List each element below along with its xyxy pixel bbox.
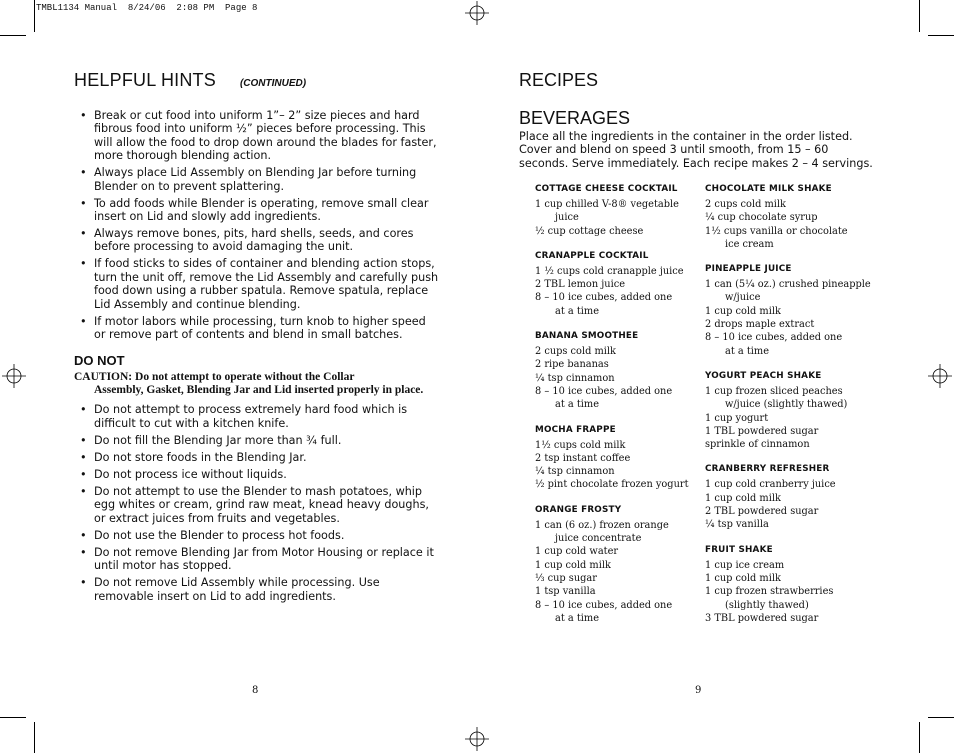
registration-mark-icon bbox=[2, 364, 26, 388]
ingredient-line: 2 tsp instant coffee bbox=[535, 452, 631, 464]
list-item: • Break or cut food into uniform 1”– 2” size pieces and hard fibrous food into uniform ½” pieces before processing. This will allow the food to drop down around the blades for faster, more thorough blending action. bbox=[74, 109, 439, 163]
registration-mark-icon bbox=[465, 727, 489, 751]
ingredient-line: w/juice bbox=[725, 292, 761, 304]
list-item: • To add foods while Blender is operating, remove small clear insert on Lid and slowly add ingredients. bbox=[74, 197, 439, 224]
ingredient-line: 8 – 10 ice cubes, added one bbox=[535, 599, 673, 611]
intro-paragraph: Place all the ingredients in the container in the order listed. Cover and blend on speed 3 until smooth, from 15 – 60 seconds. Serve immediately. Each recipe makes 2 – 4 servings. bbox=[519, 130, 873, 170]
recipe bbox=[535, 251, 705, 318]
page-header bbox=[74, 70, 439, 91]
list-item: • Always remove bones, pits, hard shells, seeds, and cores before processing to avoid damaging the unit. bbox=[74, 227, 439, 254]
crop-mark bbox=[34, 722, 35, 753]
ingredient-line: 1 cup cold milk bbox=[535, 559, 611, 571]
ingredient-line: 8 – 10 ice cubes, added one bbox=[535, 385, 673, 397]
ingredient-list bbox=[535, 439, 705, 492]
list-item: • Always place Lid Assembly on Blending Jar before turning Blender on to prevent splattering. bbox=[74, 166, 439, 193]
do-not-list bbox=[74, 403, 439, 602]
ingredient-list bbox=[705, 478, 875, 531]
crop-mark bbox=[928, 717, 954, 718]
ingredient-line: ½ cup cottage cheese bbox=[535, 225, 644, 237]
recipe-title: COTTAGE CHEESE COCKTAIL bbox=[535, 184, 678, 194]
ingredient-line: ¼ tsp vanilla bbox=[705, 519, 769, 531]
page-number: 8 bbox=[252, 685, 259, 696]
ingredient-line: ½ pint chocolate frozen yogurt bbox=[535, 479, 689, 491]
crop-mark bbox=[928, 35, 954, 36]
crop-mark bbox=[919, 0, 920, 32]
ingredient-list bbox=[705, 385, 875, 451]
ingredient-line: 8 – 10 ice cubes, added one bbox=[705, 332, 843, 344]
ingredient-line: at a time bbox=[555, 399, 600, 411]
recipe-title: CRANAPPLE COCKTAIL bbox=[535, 250, 649, 261]
ingredient-line: ¼ cup chocolate syrup bbox=[705, 212, 818, 224]
recipe-title: CHOCOLATE MILK SHAKE bbox=[705, 184, 832, 194]
recipe bbox=[535, 505, 705, 625]
recipe-title: BANANA SMOOTHEE bbox=[535, 331, 639, 342]
ingredient-line: 1 cup cold milk bbox=[705, 492, 781, 504]
section-heading: DO NOT bbox=[74, 353, 125, 369]
ingredient-line: 1 can (5¼ oz.) crushed pineapple bbox=[705, 279, 871, 291]
ingredient-list bbox=[535, 198, 705, 238]
ingredient-line: 1 cup cold milk bbox=[705, 572, 781, 584]
recipe-column-right bbox=[705, 184, 875, 638]
ingredient-line: (slightly thawed) bbox=[725, 599, 809, 611]
recipe-column-left bbox=[535, 184, 705, 638]
ingredient-line: ⅓ cup sugar bbox=[535, 572, 597, 584]
section-title: BEVERAGES bbox=[519, 108, 631, 128]
list-item: • If food sticks to sides of container and blending action stops, turn the unit off, remove the Lid Assembly and carefully push food down using a rubber spatula. Remove spatula, replace Lid Assembly and continue blending. bbox=[74, 257, 439, 311]
ingredient-line: 1 cup cold milk bbox=[705, 305, 781, 317]
ingredient-line: 1 cup chilled V-8® vegetable bbox=[535, 199, 679, 210]
crop-mark bbox=[919, 722, 920, 753]
ingredient-line: 2 TBL lemon juice bbox=[535, 279, 626, 291]
ingredient-line: 3 TBL powdered sugar bbox=[705, 612, 819, 624]
list-item: • Do not attempt to use the Blender to mash potatoes, whip egg whites or cream, grind raw meat, knead heavy doughs, or extract juices from fruits and vegetables. bbox=[74, 485, 439, 525]
ingredient-list bbox=[705, 559, 875, 625]
ingredient-line: 1 ½ cups cold cranapple juice bbox=[535, 265, 684, 277]
ingredient-line: 2 cups cold milk bbox=[705, 199, 786, 210]
ingredient-line: 1 can (6 oz.) frozen orange bbox=[535, 519, 669, 531]
recipe-title: FRUIT SHAKE bbox=[705, 544, 773, 555]
recipe-title: MOCHA FRAPPE bbox=[535, 424, 616, 435]
list-item: • Do not attempt to process extremely hard food which is difficult to cut with a kitchen knife. bbox=[74, 403, 439, 430]
ingredient-line: 1 cup frozen strawberries bbox=[705, 586, 834, 598]
ingredient-line: juice concentrate bbox=[555, 533, 642, 545]
list-item: • Do not fill the Blending Jar more than ¾ full. bbox=[74, 434, 439, 447]
ingredient-line: at a time bbox=[555, 305, 600, 317]
registration-mark-icon bbox=[465, 1, 489, 25]
ingredient-line: 1 cup ice cream bbox=[705, 559, 785, 571]
caution-lead: CAUTION: Do not attempt to operate without the Collar bbox=[74, 371, 355, 384]
recipe bbox=[535, 331, 705, 411]
caution-rest: Assembly, Gasket, Blending Jar and Lid inserted properly in place. bbox=[94, 384, 424, 397]
caution-notice bbox=[74, 371, 439, 397]
ingredient-line: 1 cup yogurt bbox=[705, 412, 769, 424]
print-slug: TMBL1134 Manual 8/24/06 2:08 PM Page 8 bbox=[36, 3, 258, 13]
ingredient-line: 1½ cups cold milk bbox=[535, 439, 626, 451]
crop-mark bbox=[0, 717, 26, 718]
ingredient-line: sprinkle of cinnamon bbox=[705, 439, 810, 451]
hints-list bbox=[74, 109, 439, 341]
ingredient-line: 1 TBL powdered sugar bbox=[705, 425, 819, 437]
list-item: • Do not remove Blending Jar from Motor Housing or replace it until motor has stopped. bbox=[74, 546, 439, 573]
ingredient-line: 2 drops maple extract bbox=[705, 319, 815, 331]
page-title: RECIPES bbox=[519, 70, 599, 90]
continued-label: (CONTINUED) bbox=[239, 78, 307, 89]
ingredient-list bbox=[705, 198, 875, 251]
ingredient-line: 1 tsp vanilla bbox=[535, 586, 596, 598]
page-number: 9 bbox=[695, 685, 702, 696]
registration-mark-icon bbox=[928, 364, 952, 388]
ingredient-line: ¼ tsp cinnamon bbox=[535, 372, 615, 384]
recipe bbox=[535, 425, 705, 492]
ingredient-list bbox=[535, 265, 705, 318]
list-item: • Do not use the Blender to process hot foods. bbox=[74, 529, 439, 542]
recipe-title: PINEAPPLE JUICE bbox=[705, 264, 792, 275]
ingredient-line: ¼ tsp cinnamon bbox=[535, 466, 615, 478]
ingredient-line: 2 cups cold milk bbox=[535, 346, 616, 358]
list-item: • If motor labors while processing, turn knob to higher speed or remove part of contents and blend in small batches. bbox=[74, 315, 439, 342]
recipe bbox=[535, 184, 705, 238]
recipe-title: ORANGE FROSTY bbox=[535, 504, 622, 515]
recipe bbox=[705, 371, 875, 451]
recipe bbox=[705, 545, 875, 625]
ingredient-line: w/juice (slightly thawed) bbox=[725, 399, 848, 411]
ingredient-line: juice bbox=[555, 212, 579, 224]
ingredient-line: ice cream bbox=[725, 238, 774, 250]
ingredient-line: 1 cup frozen sliced peaches bbox=[705, 385, 843, 397]
recipe bbox=[705, 464, 875, 531]
list-item: • Do not store foods in the Blending Jar. bbox=[74, 451, 439, 464]
ingredient-line: 1 cup cold water bbox=[535, 546, 619, 558]
recipe-title: CRANBERRY REFRESHER bbox=[705, 464, 830, 475]
ingredient-line: at a time bbox=[725, 345, 770, 357]
crop-mark bbox=[34, 0, 35, 32]
ingredient-line: 2 TBL powdered sugar bbox=[705, 506, 819, 518]
right-page bbox=[519, 66, 879, 624]
recipe bbox=[705, 264, 875, 358]
ingredient-list bbox=[535, 519, 705, 625]
ingredient-line: 2 ripe bananas bbox=[535, 359, 609, 371]
ingredient-line: 1½ cups vanilla or chocolate bbox=[705, 225, 848, 237]
crop-mark bbox=[0, 35, 26, 36]
ingredient-list bbox=[705, 278, 875, 358]
list-item: • Do not process ice without liquids. bbox=[74, 468, 439, 481]
page-title: HELPFUL HINTS bbox=[74, 70, 216, 90]
ingredient-line: 8 – 10 ice cubes, added one bbox=[535, 292, 673, 304]
ingredient-line: 1 cup cold cranberry juice bbox=[705, 479, 836, 491]
ingredient-list bbox=[535, 345, 705, 411]
recipe-title: YOGURT PEACH SHAKE bbox=[705, 370, 822, 381]
recipe bbox=[705, 184, 875, 251]
list-item: • Do not remove Lid Assembly while processing. Use removable insert on Lid to add ingredients. bbox=[74, 576, 439, 603]
left-page bbox=[74, 66, 439, 607]
ingredient-line: at a time bbox=[555, 612, 600, 624]
